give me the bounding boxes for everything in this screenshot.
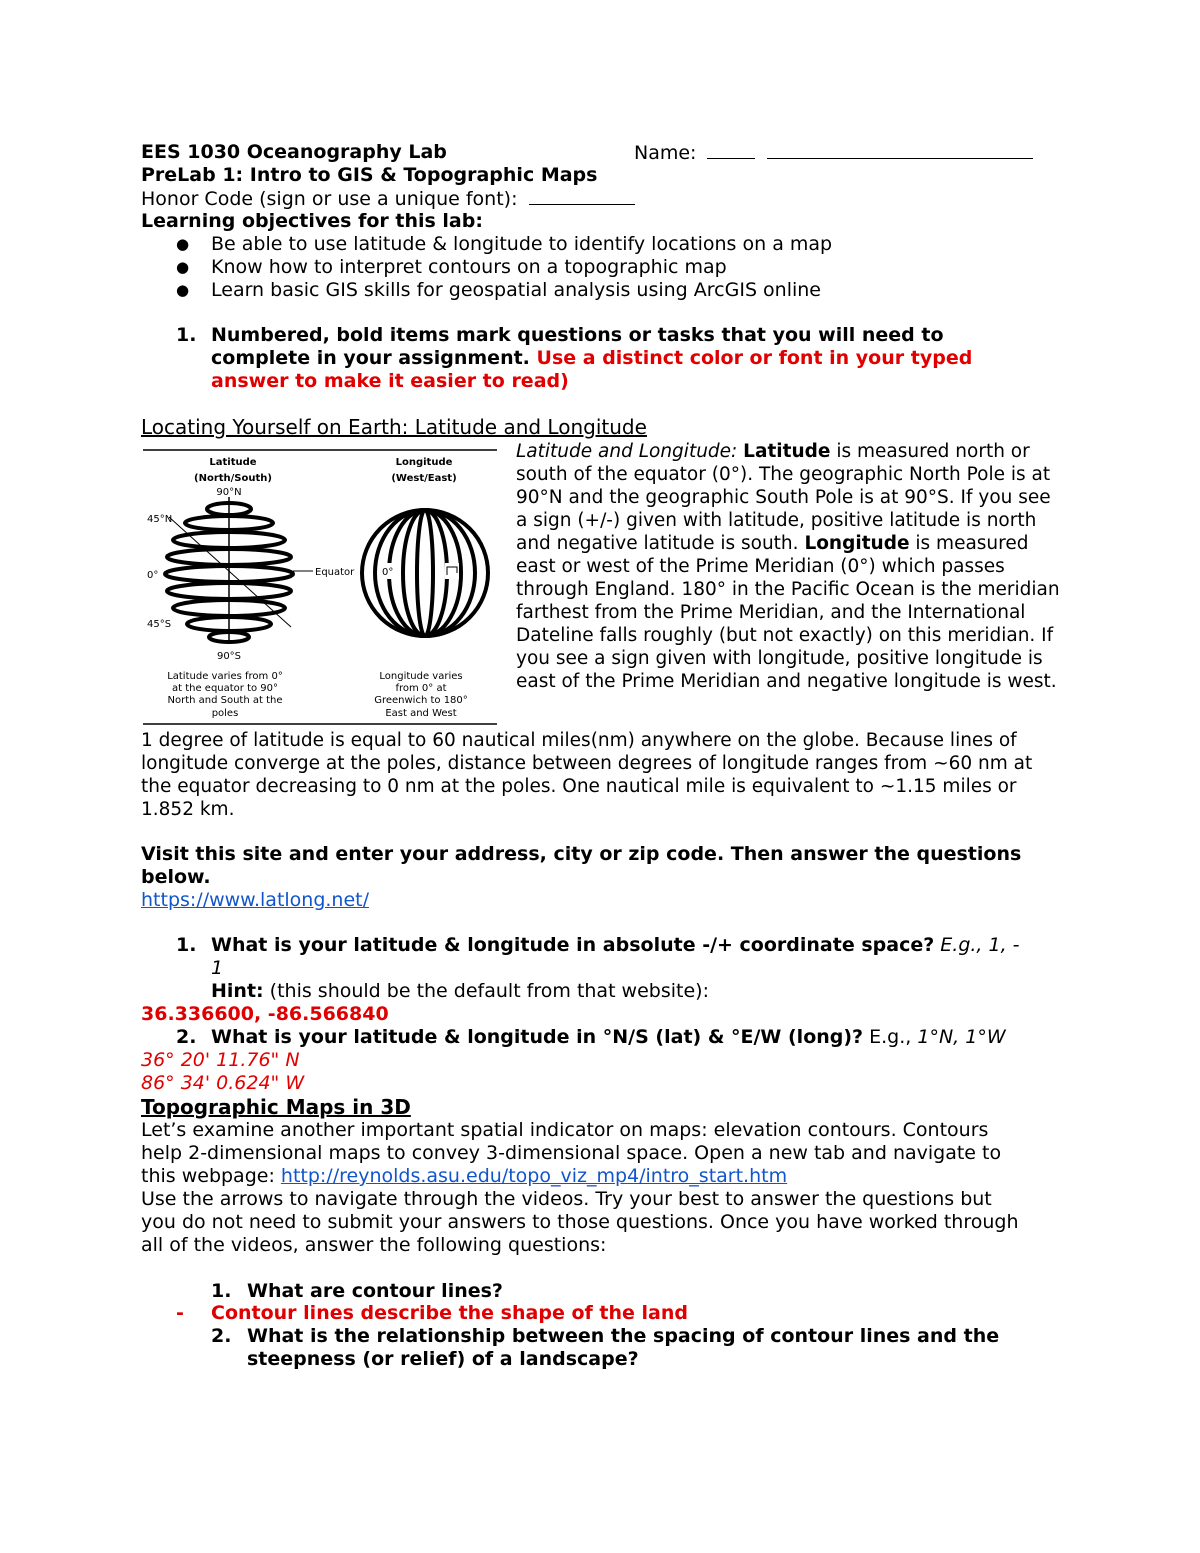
lat-caption-1: Latitude varies from 0° [167, 671, 283, 682]
q1-text: What is your latitude & longitude in absolute -/+ coordinate space? [211, 934, 935, 956]
latitude-globe-icon [147, 457, 355, 662]
objective-item: Learn basic GIS skills for geospatial analysis using ArcGIS online [211, 279, 821, 301]
name-blank-1[interactable] [707, 141, 755, 159]
q1-line1 [211, 934, 1020, 957]
lon-caption-4: East and West [385, 708, 457, 719]
q2-number: 2. [176, 1026, 197, 1048]
honor-code-blank[interactable] [529, 187, 635, 205]
lat-caption-2: at the equator to 90° [171, 683, 279, 694]
lat-45n-label: 45°N [147, 514, 173, 525]
lat-title-1: Latitude [209, 457, 257, 468]
para-longitude-term: Longitude [804, 533, 910, 554]
prelab-title: PreLab 1: Intro to GIS & Topographic Maps [141, 164, 598, 186]
q2-line [211, 1026, 1006, 1049]
q1-example-cont: 1 [211, 957, 224, 979]
lat-0-label: 0° [147, 570, 159, 581]
topo-a1-dash: - [176, 1302, 184, 1324]
course-title: EES 1030 Oceanography Lab [141, 141, 447, 163]
topo-q2-number: 2. [211, 1325, 232, 1347]
topo-link[interactable]: http://reynolds.asu.edu/topo_viz_mp4/intro_start.htm [280, 1165, 788, 1187]
name-field[interactable] [634, 141, 1033, 165]
hint-text: (this should be the default from that website): [269, 980, 709, 1002]
lon-caption-1: Longitude varies [379, 671, 463, 682]
instructions-number: 1. [176, 324, 197, 346]
objectives-heading: Learning objectives for this lab: [141, 210, 483, 232]
para-italic-lead: Latitude and Longitude: [516, 441, 738, 462]
latlong-figure [141, 447, 499, 727]
lon-caption-3: Greenwich to 180° [374, 695, 468, 706]
q2-example: E.g., [869, 1026, 912, 1048]
topo-para2-line3: all of the videos, answer the following questions: [141, 1234, 607, 1256]
lon-title-2: (West/East) [391, 473, 457, 484]
q1-example: E.g., 1, - [940, 934, 1020, 956]
topo-a1[interactable]: Contour lines describe the shape of the land [211, 1302, 688, 1324]
bullet-dot: ● [176, 258, 190, 276]
hint-label: Hint: [211, 980, 264, 1002]
q1-number: 1. [176, 934, 197, 956]
nautical-mile-paragraph: 1 degree of latitude is equal to 60 nautical miles(nm) anywhere on the globe. Because lines of longitude converge at the poles, distance between degrees of longitude ranges from ~60 nm at the equator decreasing to 0 nm at the poles. One nautical mile is equivalent to ~1.15 miles or 1.852 km. [141, 730, 1033, 820]
lat-caption-3: North and South at the [167, 695, 283, 706]
name-blank-2[interactable] [767, 141, 1033, 159]
instructions-line3: answer to make it easier to read) [211, 370, 569, 392]
para-longitude-text: is measured east or west of the Prime Meridian (0°) which passes through England. 180° in the Pacific Ocean is the meridian farthest from the Prime Meridian, and the International Dateline falls roughly (but not exactly) on this meridian. If you see a sign given with longitude, positive longitude is east of the Prime Meridian and negative longitude is west. [516, 533, 1060, 692]
honor-code-field[interactable] [141, 187, 635, 211]
longitude-globe-icon [362, 457, 488, 636]
latlong-heading: Locating Yourself on Earth: Latitude and Longitude [141, 415, 647, 439]
topo-para1-line1: Let’s examine another important spatial indicator on maps: elevation contours. Contours [141, 1119, 989, 1141]
lat-north-label: 90°N [216, 487, 242, 498]
instructions-red: Use a distinct color or font in your typed [536, 347, 973, 369]
lat-title-2: (North/South) [194, 473, 272, 484]
lat-caption-4: poles [211, 708, 239, 719]
topo-q1-number: 1. [211, 1280, 232, 1302]
lat-45s-label: 45°S [147, 619, 172, 630]
topo-para2-line2: you do not need to submit your answers to those questions. Once you have worked through [141, 1211, 1019, 1233]
objective-item: Be able to use latitude & longitude to identify locations on a map [211, 233, 833, 255]
topo-q2-line2: steepness (or relief) of a landscape? [247, 1348, 639, 1370]
topo-para1-line3 [141, 1165, 787, 1188]
topo-para1-line2: help 2-dimensional maps to convey 3-dimensional space. Open a new tab and navigate to [141, 1142, 1002, 1164]
topo-heading: Topographic Maps in 3D [141, 1095, 411, 1119]
lat-south-label: 90°S [216, 651, 242, 662]
objective-item: Know how to interpret contours on a topographic map [211, 256, 727, 278]
topo-para1-prefix: this webpage: [141, 1165, 275, 1187]
para-latitude-term: Latitude [743, 441, 831, 462]
name-label: Name: [634, 142, 697, 164]
answer-1[interactable]: 36.336600, -86.566840 [141, 1003, 389, 1025]
equator-label: Equator [315, 567, 355, 578]
lon-title-1: Longitude [395, 457, 453, 468]
honor-code-label: Honor Code (sign or use a unique font): [141, 188, 518, 210]
visit-line1: Visit this site and enter your address, city or zip code. Then answer the questions [141, 843, 1022, 865]
topo-q2-line1: What is the relationship between the spacing of contour lines and the [247, 1325, 1000, 1347]
q2-example-value: 1°N, 1°W [917, 1026, 1006, 1048]
instructions-line2 [211, 347, 972, 370]
topo-q1: What are contour lines? [247, 1280, 503, 1302]
visit-line2: below. [141, 866, 211, 888]
lon-caption-2: from 0° at [395, 683, 447, 694]
latlong-paragraph [516, 440, 1064, 693]
topo-para2-line1: Use the arrows to navigate through the videos. Try your best to answer the questions but [141, 1188, 992, 1210]
bullet-dot: ● [176, 235, 190, 253]
q2-text: What is your latitude & longitude in °N/S (lat) & °E/W (long)? [211, 1026, 864, 1048]
instructions-bold: complete in your assignment. [211, 347, 530, 369]
latlong-link[interactable]: https://www.latlong.net/ [141, 889, 370, 911]
svg-text:0°: 0° [382, 567, 394, 578]
instructions-line1: Numbered, bold items mark questions or tasks that you will need to [211, 324, 944, 346]
answer-2-lat[interactable]: 36° 20' 11.76" N [141, 1049, 300, 1071]
hint-line [211, 980, 709, 1003]
answer-2-lon[interactable]: 86° 34' 0.624" W [141, 1072, 305, 1094]
bullet-dot: ● [176, 281, 190, 299]
para-latitude-text: is measured north or south of the equator (0°). The geographic North Pole is at 90°N and the geographic South Pole is at 90°S. If you see a sign (+/-) given with latitude, positive latitude is north and negative latitude is south. [516, 441, 1051, 554]
